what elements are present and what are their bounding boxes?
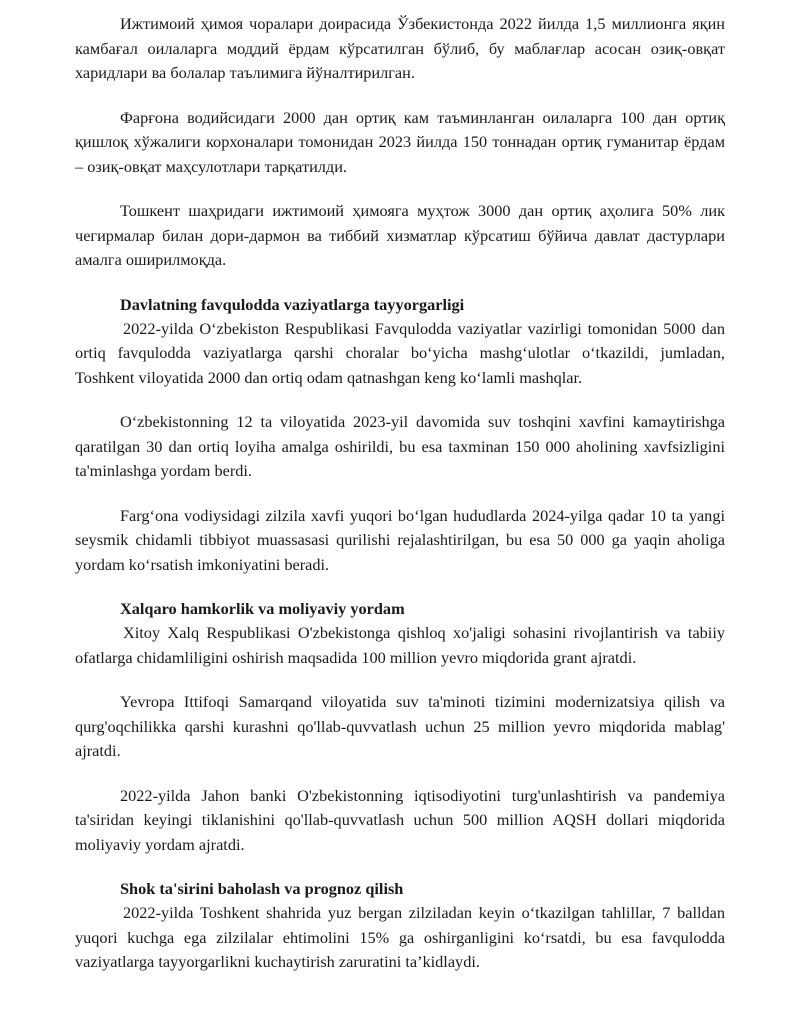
section-shock-assessment: [75, 877, 725, 975]
section-emergency-preparedness: [75, 293, 725, 578]
section-paragraph: O‘zbekistonning 12 ta viloyatida 2023-yil davomida suv toshqini xavfini kamaytirishga qaratilgan 30 dan ortiq loyiha amalga oshirildi, bu esa taxminan 150 000 aholining xavfsizligini ta'minlashga yordam berdi.: [75, 412, 725, 480]
intro-paragraph-3: Тошкент шаҳридаги ижтимоий ҳимояга муҳтож 3000 дан ортиқ аҳолига 50% лик чегирмалар билан дори-дармон ва тиббий хизматлар кўрсатиш бўйича давлат дастурлари амалга оширилмоқда.: [75, 201, 725, 269]
section-paragraph: 2022-yilda Jahon banki O'zbekistonning iqtisodiyotini turg'unlashtirish va pandemiya ta'siridan keyingi tiklanishini qo'llab-quvvatlash uchun 500 million AQSH dollari miqdorida moliyaviy yordam ajratdi.: [75, 785, 725, 854]
section-paragraph: 2022-yilda Toshkent shahrida yuz bergan zilziladan keyin o‘tkazilgan tahlillar, 7 balldan yuqori kuchga ega zilzilalar ehtimolini 15% ga oshirganligini ko‘rsatdi, bu esa favqulodda vaziyatlarga tayyorgarlikni kuchaytirish zaruratini ta’kidlaydi.: [75, 903, 725, 971]
intro-paragraph-2: Фарғона водийсидаги 2000 дан ортиқ кам таъминланган оилаларга 100 дан ортиқ қишлоқ хўжалиги корхоналари томонидан 2023 йилда 150 тоннадан ортиқ гуманитар ёрдам – озиқ-овқат маҳсулотлари тарқатилди.: [75, 107, 725, 176]
section-heading: Davlatning favqulodda vaziyatlarga tayyorgarligi: [120, 294, 465, 314]
section-paragraph: 2022-yilda O‘zbekiston Respublikasi Favqulodda vaziyatlar vazirligi tomonidan 5000 dan ortiq favqulodda vaziyatlarga qarshi choralar bo‘yicha mashg‘ulotlar o‘tkazildi, jumladan, Toshkent viloyatida 2000 dan ortiq odam qatnashgan keng ko‘lamli mashqlar.: [75, 318, 725, 387]
section-paragraph: Xitoy Xalq Respublikasi O'zbekistonga qishloq xo'jaligi sohasini rivojlantirish va tabiiy ofatlarga chidamliligini oshirish maqsadida 100 million yevro miqdorida grant ajratdi.: [75, 623, 725, 667]
intro-paragraph-1: Ижтимоий ҳимоя чоралари доирасида Ўзбекистонда 2022 йилда 1,5 миллионга яқин камбағал оилаларга моддий ёрдам кўрсатилган бўлиб, бу маблағлар асосан озиқ-овқат харидлари ва болалар таълимига йўналтирилган.: [75, 14, 725, 82]
section-paragraph: Yevropa Ittifoqi Samarqand viloyatida suv ta'minoti tizimini modernizatsiya qilish va qurg'oqchilikka qarshi kurashni qo'llab-quvvatlash uchun 25 million yevro miqdorida mablag' ajratdi.: [75, 692, 725, 760]
section-international-cooperation: [75, 597, 725, 857]
section-heading: Shok ta'sirini baholash va prognoz qilish: [120, 879, 404, 898]
section-heading: Xalqaro hamkorlik va moliyaviy yordam: [120, 599, 405, 618]
section-paragraph: Farg‘ona vodiysidagi zilzila xavfi yuqori bo‘lgan hududlarda 2024-yilga qadar 10 ta yangi seysmik chidamli tibbiyot muassasasi qurilishi rejalashtirilgan, bu esa 50 000 ga yaqin aholiga yordam ko‘rsatish imkoniyatini beradi.: [75, 505, 725, 574]
